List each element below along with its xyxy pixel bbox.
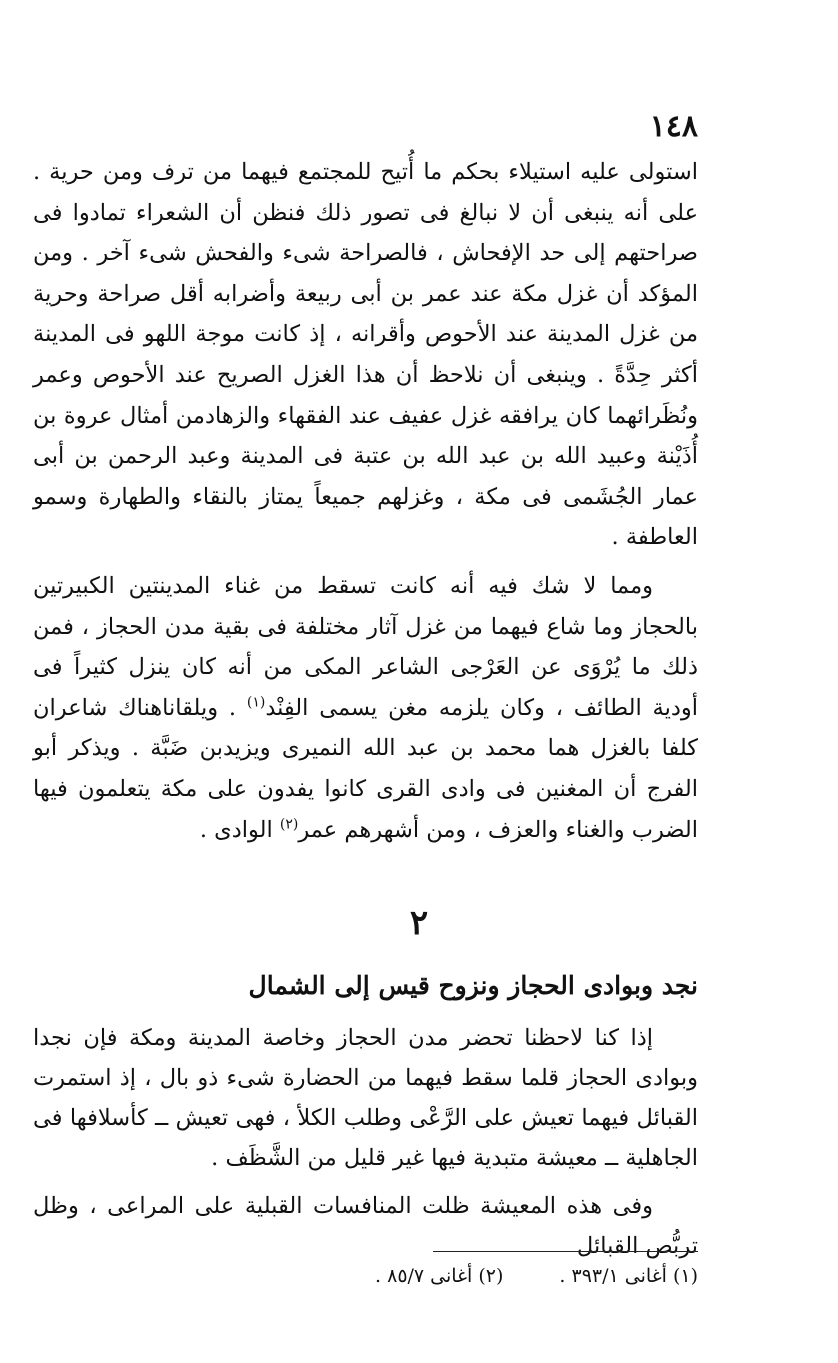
- footnote-marker-1: (١): [246, 694, 266, 711]
- paragraph-1: استولى عليه استيلاء بحكم ما أُتيح للمجتمع فيهما من ترف ومن حرية . على أنه ينبغى أن لا نبالغ فى تصور ذلك فنظن أن الشعراء تمادوا فى صراحتهم إلى حد الإفحاش ، فالصراحة شىء والفحش شىء آخر . ومن المؤكد أن غزل مكة عند عمر بن أبى ربيعة وأضرابه أقل صراحة وحرية من غزل المدينة عند الأحوص وأقرانه ، إذ كانت موجة اللهو فى المدينة أكثر حِدَّةً . وينبغى أن نلاحظ أن هذا الغزل الصريح عند الأحوص وعمر ونُظَرائهما كان يرافقه غزل عفيف عند الفقهاء والزهادمن أمثال عروة بن أُذَيْنة وعبيد الله بن عبد الله بن عتبة فى المدينة وعبد الرحمن بن أبى عمار الجُشَمى فى مكة ، وغزلهم جميعاً يمتاز بالنقاء والطهارة وسمو العاطفة .: [33, 159, 698, 551]
- paragraph-2-text: ومما لا شك فيه أنه كانت تسقط من غناء المدينتين الكبيرتين بالحجاز وما شاع فيهما من غزل آثار مختلفة فى بقية مدن الحجاز ، فمن ذلك ما يُرْوَى عن العَرْجى الشاعر المكى من أنه كان ينزل كثيراً فى أودية الطائف ، وكان يلزمه مغن يسمى الفِنْد: [33, 572, 698, 721]
- section-one-body: [33, 152, 698, 850]
- paragraph-2-continued: . ويلقاناهناك شاعران كلفا بالغزل هما محمد بن عبد الله النميرى ويزيدبن ضَبَّة . ويذكر أبو الفرج أن المغنين فى وادى القرى كانوا يفدون على مكة يتعلمون فيها الضرب والغناء والعزف ، ومن أشهرهم عمر: [33, 694, 698, 843]
- page-number: ١٤٨: [649, 109, 698, 144]
- paragraph-3: إذا كنا لاحظنا تحضر مدن الحجاز وخاصة المدينة ومكة فإن نجدا وبوادى الحجاز قلما سقط فيهما من الحضارة شىء ذو بال ، إذ استمرت القبائل فيهما تعيش على الرَّعْى وطلب الكلأ ، فهى تعيش ــ كأسلافها فى الجاهلية ــ معيشة متبدية فيها غير قليل من الشَّظَف .: [33, 1025, 698, 1171]
- footnote-1: (١) أغانى ٣٩٣/١ .: [559, 1265, 698, 1287]
- section-title: نجد وبوادى الحجاز ونزوح قيس إلى الشمال: [248, 971, 698, 1000]
- footnote-marker-2: (٢): [279, 816, 299, 832]
- section-two-body: [33, 1018, 698, 1266]
- section-number: ٢: [409, 903, 429, 943]
- footnote-2: (٢) أغانى ٨٥/٧ .: [375, 1265, 504, 1287]
- paragraph-2: [33, 566, 698, 850]
- footnotes: [138, 1262, 698, 1290]
- paragraph-4: وفى هذه المعيشة ظلت المنافسات القبلية على المراعى ، وظل تربُّص القبائل: [33, 1193, 698, 1259]
- paragraph-2-end: الوادى .: [199, 816, 280, 843]
- footnote-divider: [433, 1251, 698, 1252]
